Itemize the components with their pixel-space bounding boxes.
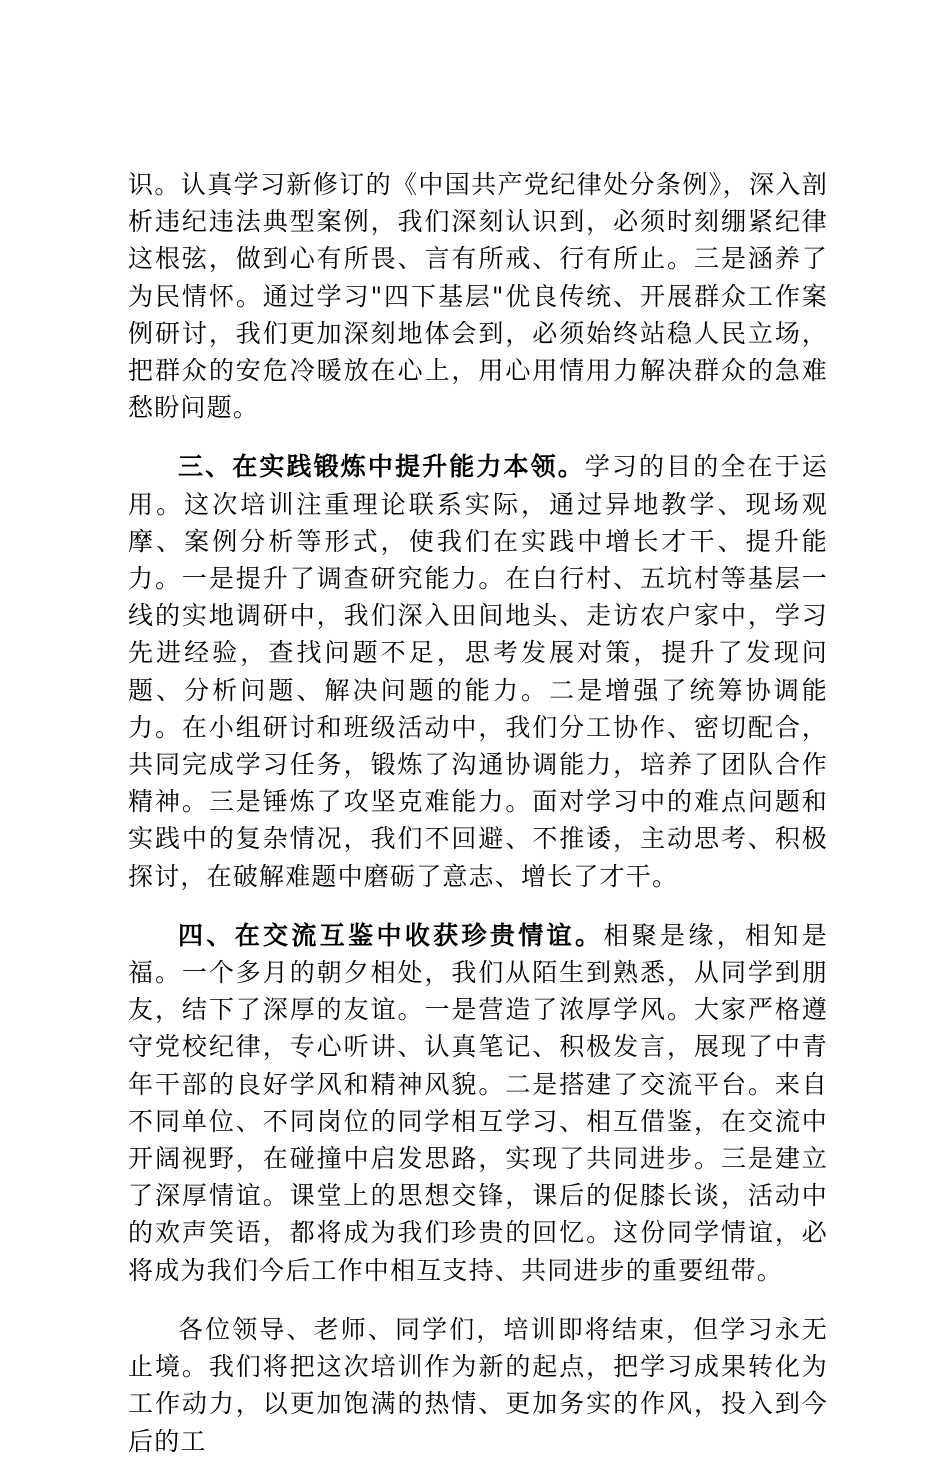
paragraph-continuation — [128, 166, 828, 426]
paragraph-text: 相聚是缘，相知是福。一个多月的朝夕相处，我们从陌生到熟悉，从同学到朋友，结下了深厚的友谊。一是营造了浓厚学风。大家严格遵守党校纪律，专心听讲、认真笔记、积极发言，展现了中青年干部的良好学风和精神风貌。二是搭建了交流平台。来自不同单位、不同岗位的同学相互学习、相互借鉴，在交流中开阔视野，在碰撞中启发思路，实现了共同进步。三是建立了深厚情谊。课堂上的思想交锋，课后的促膝长谈，活动中的欢声笑语，都将成为我们珍贵的回忆。这份同学情谊，必将成为我们今后工作中相互支持、共同进步的重要纽带。 — [128, 920, 828, 1285]
section-three-heading: 三、在实践锻炼中提升能力本领。 — [178, 452, 585, 482]
section-four-heading: 四、在交流互鉴中收获珍贵情谊。 — [178, 920, 604, 950]
document-body — [128, 166, 828, 1482]
paragraph-section-three — [128, 448, 828, 894]
paragraph-section-four — [128, 917, 828, 1289]
paragraph-text: 识。认真学习新修订的《中国共产党纪律处分条例》，深入剖析违纪违法典型案例，我们深刻认识到，必须时刻绷紧纪律这根弦，做到心有所畏、言有所戒、行有所止。三是涵养了为民情怀。通过学习"四下基层"优良传统、开展群众工作案例研讨，我们更加深刻地体会到，必须始终站稳人民立场，把群众的安危冷暖放在心上，用心用情用力解决群众的急难愁盼问题。 — [128, 170, 828, 423]
paragraph-text: 学习的目的全在于运用。这次培训注重理论联系实际，通过异地教学、现场观摩、案例分析等形式，使我们在实践中增长才干、提升能力。一是提升了调查研究能力。在白行村、五坑村等基层一线的实地调研中，我们深入田间地头、走访农户家中，学习先进经验，查找问题不足，思考发展对策，提升了发现问题、分析问题、解决问题的能力。二是增强了统筹协调能力。在小组研讨和班级活动中，我们分工协作、密切配合，共同完成学习任务，锻炼了沟通协调能力，培养了团队合作精神。三是锤炼了攻坚克难能力。面对学习中的难点问题和实践中的复杂情况，我们不回避、不推诿，主动思考、积极探讨，在破解难题中磨砺了意志、增长了才干。 — [128, 452, 828, 891]
paragraph-closing — [128, 1311, 828, 1460]
paragraph-text: 各位领导、老师、同学们，培训即将结束，但学习永无止境。我们将把这次培训作为新的起点，把学习成果转化为工作动力，以更加饱满的热情、更加务实的作风，投入到今后的工 — [128, 1314, 828, 1456]
